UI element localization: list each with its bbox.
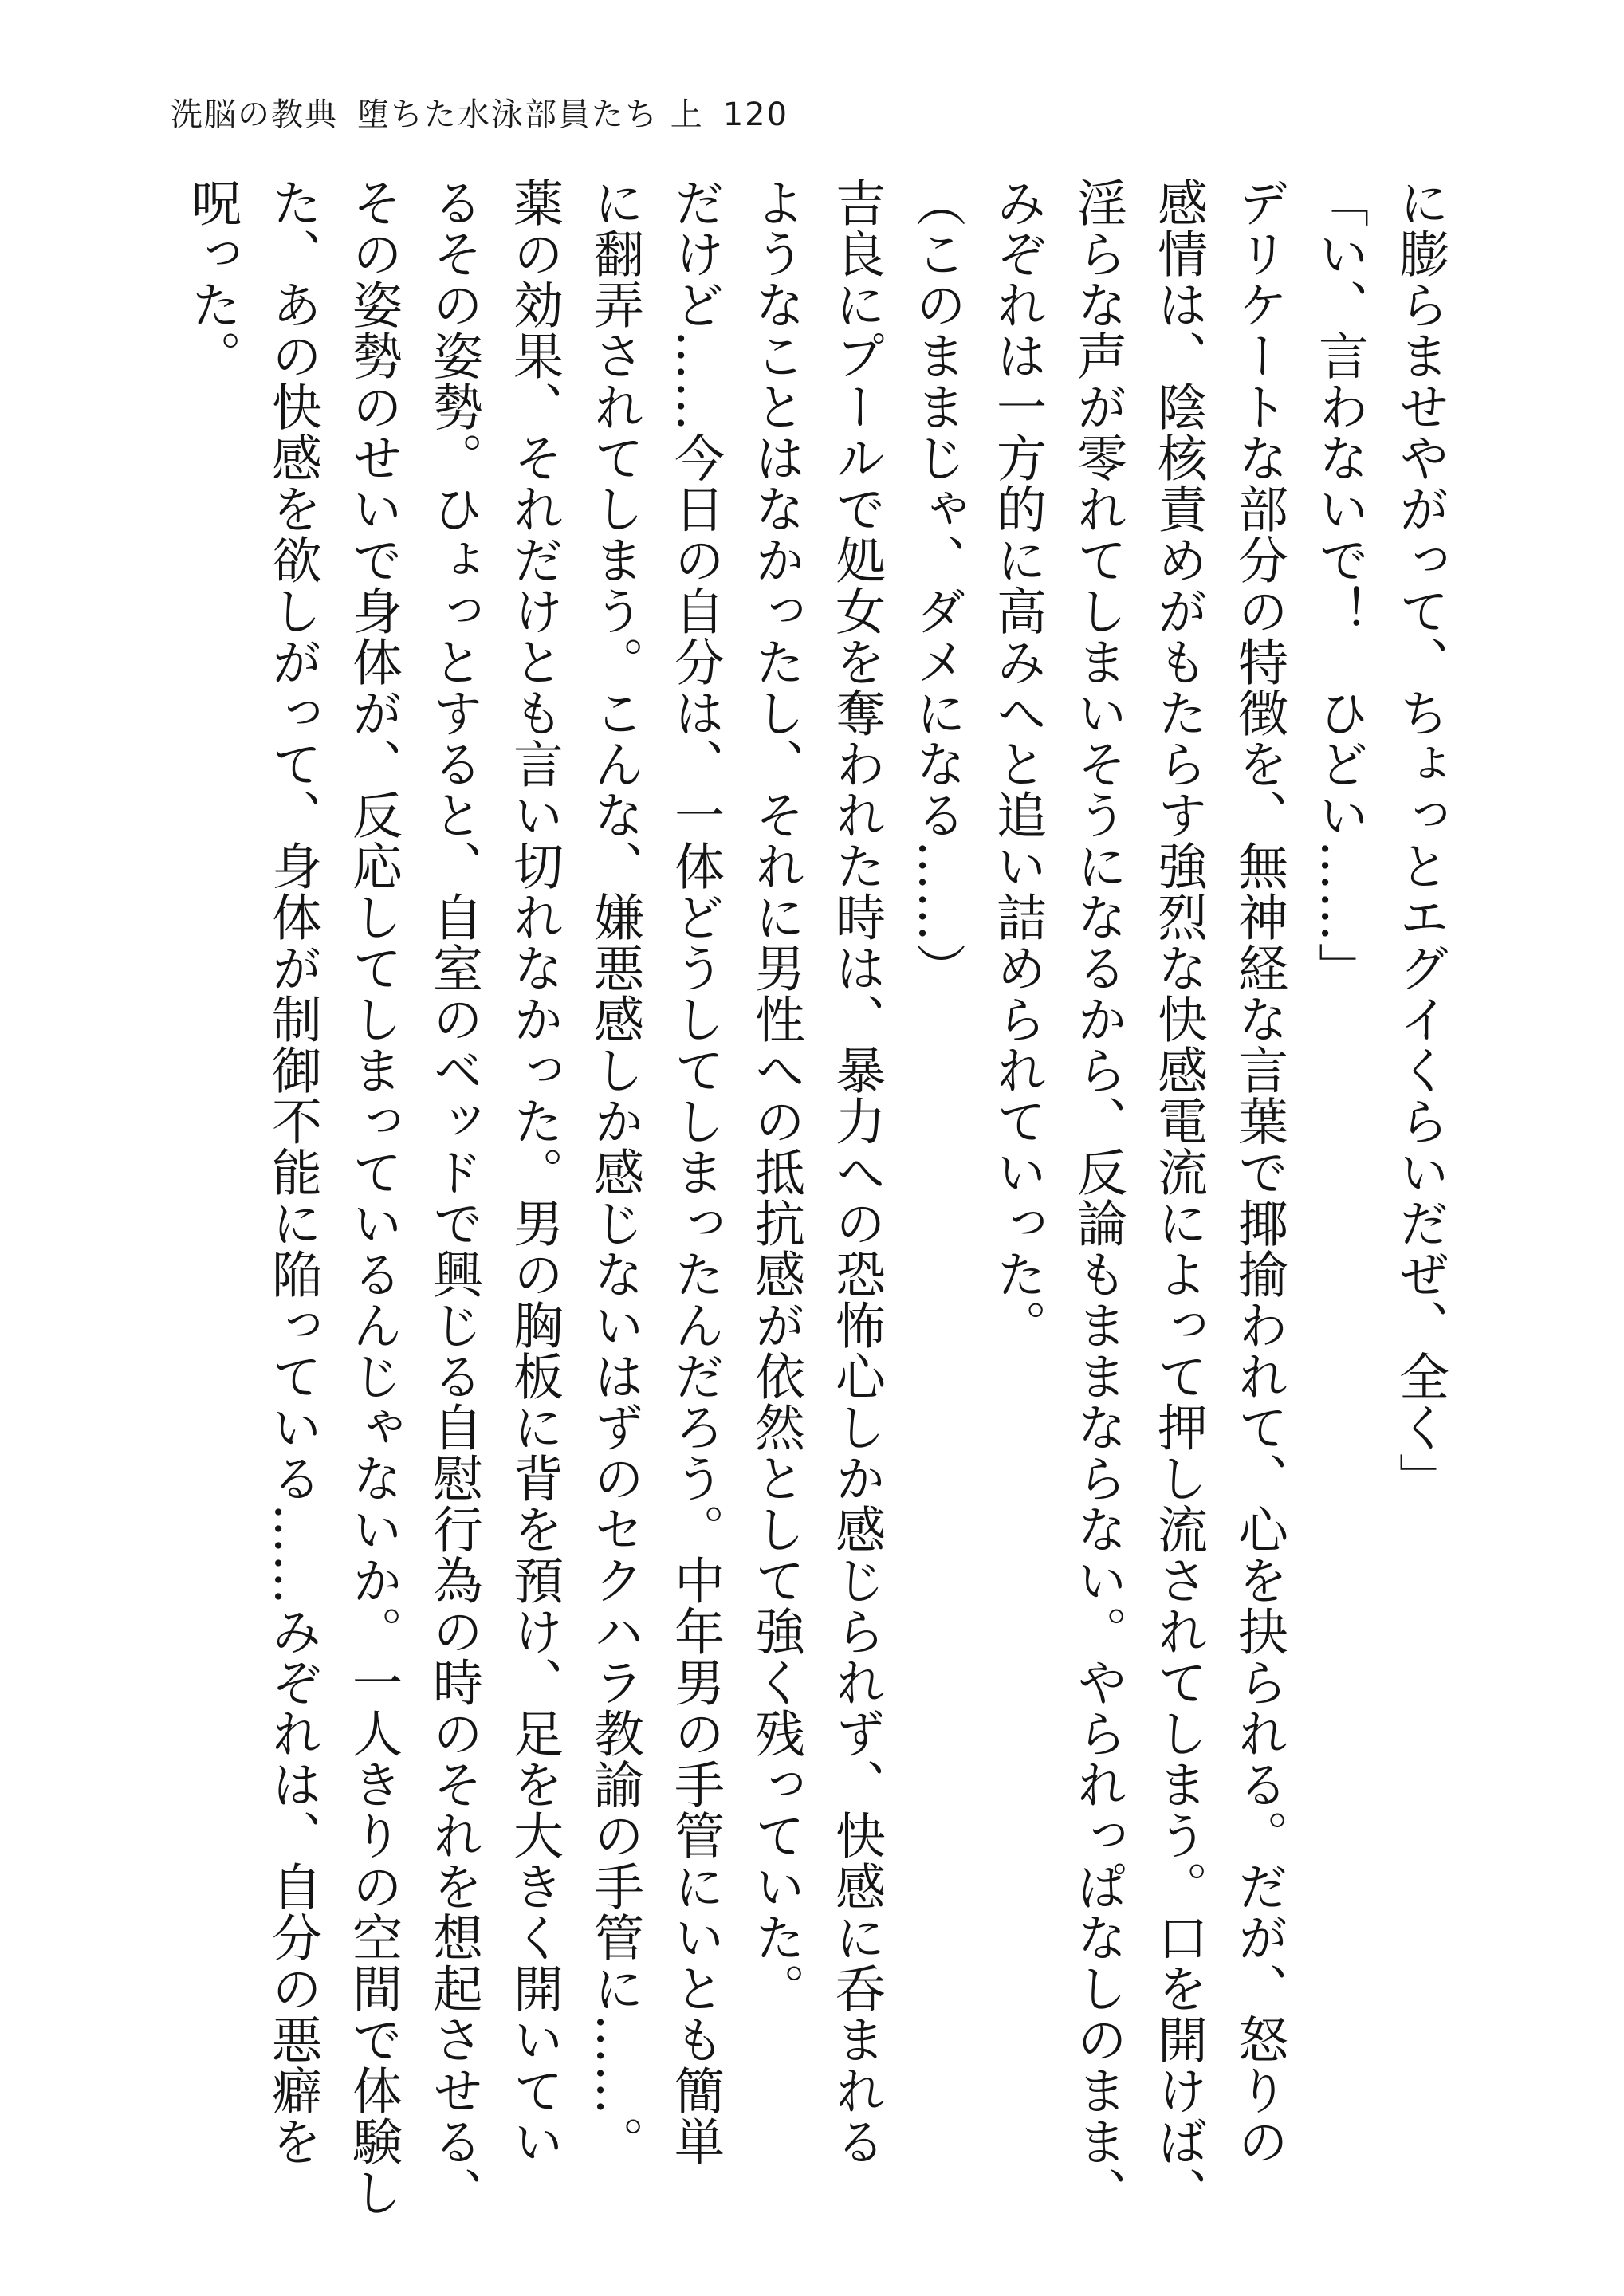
text-line: に膨らませやがって、ちょっとエグイくらいだぜ、全く」 [1391, 177, 1449, 1504]
text-line: デリケートな部分の特徴を、無神経な言葉で揶揄われて、心を抉られる。だが、怒りの [1230, 177, 1288, 2167]
text-line: 吉良にプールで処女を奪われた時は、暴力への恐怖心しか感じられず、快感に呑まれる [828, 177, 886, 2167]
text-line: 淫らな声が零れてしまいそうになるから、反論もままならない。やられっぱなしのまま、 [1069, 177, 1127, 2218]
text-line: 「い、言わないで！ ひどい……」 [1311, 177, 1369, 993]
text-line: た、あの快感を欲しがって、身体が制御不能に陥っている……みぞれは、自分の悪癖を [264, 177, 322, 2167]
text-line: 感情は、陰核責めがもたらす強烈な快感電流によって押し流されてしまう。口を開けば、 [1150, 177, 1208, 2218]
page-number: 120 [722, 96, 789, 133]
text-line: だけど……今日の自分は、一体どうしてしまったんだろう。中年男の手管にいとも簡単 [667, 177, 725, 2167]
text-line: に翻弄されてしまう。こんな、嫌悪感しか感じないはずのセクハラ教諭の手管に……。 [586, 177, 644, 2167]
text-line: みぞれは一方的に高みへと追い詰められていった。 [989, 177, 1047, 1350]
text-line: 薬の効果、それだけとも言い切れなかった。男の胸板に背を預け、足を大きく開いてい [505, 177, 564, 2167]
text-line: 呪った。 [183, 177, 242, 381]
text-line: ようなことはなかったし、それに男性への抵抗感が依然として強く残っていた。 [747, 177, 805, 2014]
book-subtitle: 堕ちた水泳部員たち 上 [357, 96, 704, 133]
text-line: その姿勢のせいで身体が、反応してしまっているんじゃないか。一人きりの空間で体験し [344, 177, 403, 2218]
running-header [171, 89, 808, 135]
book-title: 洗脳の教典 [171, 96, 338, 133]
vertical-body-text [172, 177, 1461, 2218]
text-line: （このままじゃ、ダメになる……） [908, 177, 966, 993]
text-line: るその姿勢。ひょっとすると、自室のベッドで興じる自慰行為の時のそれを想起させる、 [425, 177, 483, 2218]
